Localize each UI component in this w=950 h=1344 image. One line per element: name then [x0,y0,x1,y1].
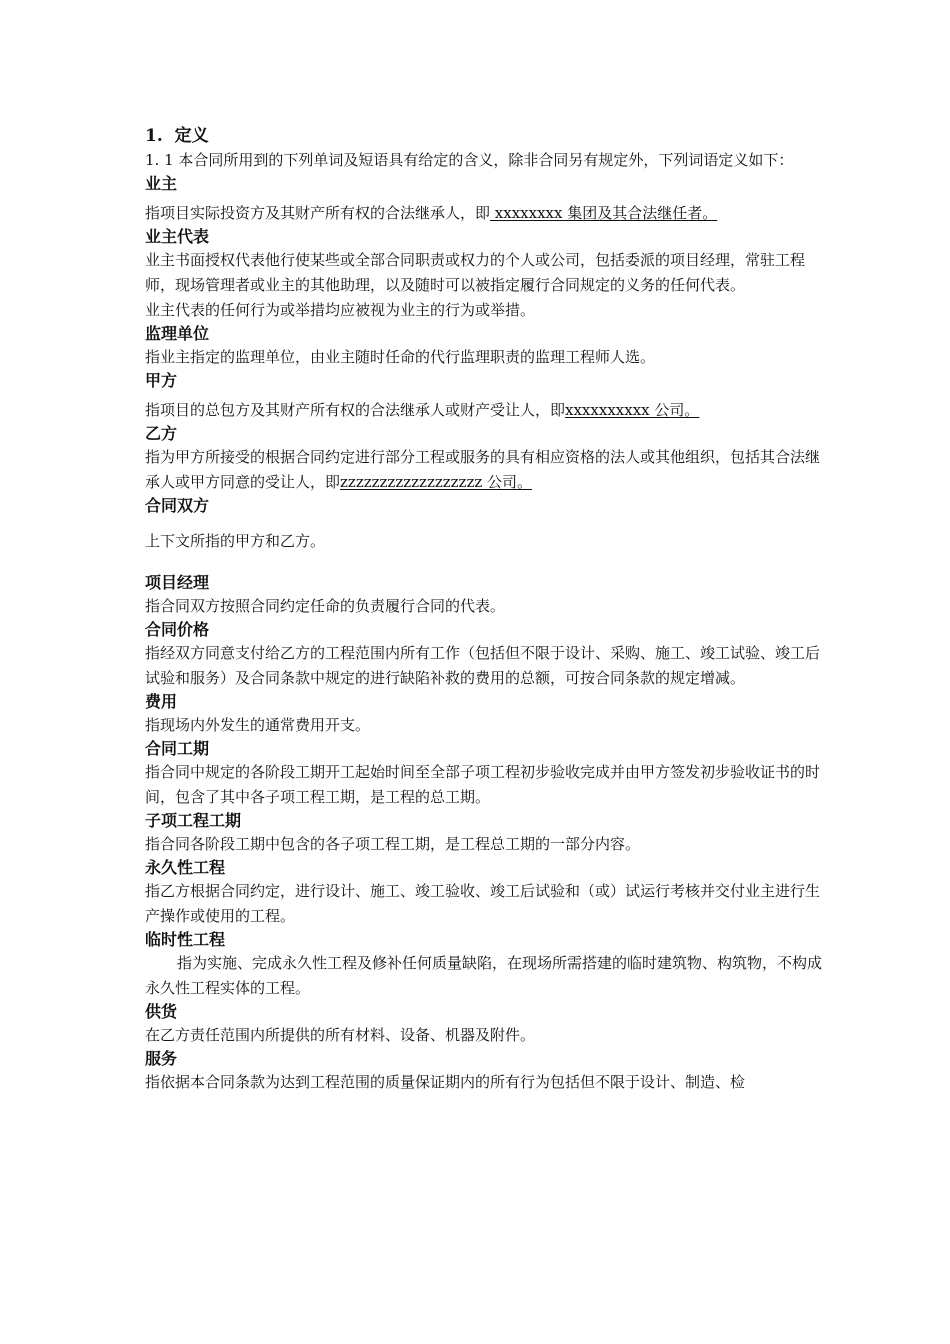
term-title-both-parties: 合同双方 [145,496,210,515]
term-title-temporary-works: 临时性工程 [145,930,226,949]
term-title-owner-rep: 业主代表 [145,227,210,246]
party-a-entity: xxxxxxxxxx 公司。 [565,401,700,419]
term-text-contract-period: 指合同中规定的各阶段工期开工起始时间至全部子项工程初步验收完成并由甲方签发初步验收证书的时间，包含了其中各子项工程工期，是工程的总工期。 [145,763,821,806]
term-title-contract-period: 合同工期 [145,739,210,758]
term-text-permanent-works: 指乙方根据合同约定，进行设计、施工、竣工验收、竣工后试验和（或）试运行考核并交付业主进行生产操作或使用的工程。 [145,882,821,925]
section-title: 定义 [174,126,209,146]
term-title-party-b: 乙方 [145,424,178,443]
term-text-temporary-works: 指为实施、完成永久性工程及修补任何质量缺陷，在现场所需搭建的临时建筑物、构筑物，不构成永久性工程实体的工程。 [145,954,823,997]
term-title-services: 服务 [145,1049,178,1068]
party-b-entity: zzzzzzzzzzzzzzzzzz 公司。 [340,473,533,491]
term-text-expenses: 指现场内外发生的通常费用开支。 [145,716,371,734]
term-text-supervisor: 指业主指定的监理单位，由业主随时任命的代行监理职责的监理工程师人选。 [145,348,656,366]
term-title-supervisor: 监理单位 [145,324,210,343]
term-text-services: 指依据本合同条款为达到工程范围的质量保证期内的所有行为包括但不限于设计、制造、检 [145,1073,746,1091]
document-body [145,124,825,1095]
term-title-project-manager: 项目经理 [145,573,210,592]
term-title-permanent-works: 永久性工程 [145,858,226,877]
term-text-owner: 指项目实际投资方及其财产所有权的合法继承人，即 xxxxxxxx 集团及其合法继任者。 [145,204,718,222]
term-text-supply: 在乙方责任范围内所提供的所有材料、设备、机器及附件。 [145,1026,536,1044]
owner-entity: xxxxxxxx 集团及其合法继任者。 [490,204,718,222]
term-title-contract-price: 合同价格 [145,620,210,639]
term-title-sub-period: 子项工程工期 [145,811,242,830]
term-text-project-manager: 指合同双方按照合同约定任命的负责履行合同的代表。 [145,597,506,615]
term-text-contract-price: 指经双方同意支付给乙方的工程范围内所有工作（包括但不限于设计、采购、施工、竣工试验、竣工后试验和服务）及合同条款中规定的进行缺陷补救的费用的总额，可按合同条款的规定增减。 [145,644,821,687]
term-text-both-parties: 上下文所指的甲方和乙方。 [145,532,326,550]
section-intro: 1. 1 本合同所用到的下列单词及短语具有给定的含义，除非合同另有规定外，下列词语定义如下： [145,151,794,169]
term-text-sub-period: 指合同各阶段工期中包含的各子项工程工期，是工程总工期的一部分内容。 [145,835,641,853]
term-text-party-b: 指为甲方所接受的根据合同约定进行部分工程或服务的具有相应资格的法人或其他组织，包括其合法继承人或甲方同意的受让人，即zzzzzzzzzzzzzzzzzz 公司。 [145,448,821,491]
term-title-owner: 业主 [145,174,178,193]
term-text-party-a: 指项目的总包方及其财产所有权的合法继承人或财产受让人，即xxxxxxxxxx 公司。 [145,401,700,419]
term-title-supply: 供货 [145,1002,178,1021]
term-text-owner-rep: 业主书面授权代表他行使某些或全部合同职责或权力的个人或公司，包括委派的项目经理，常驻工程师，现场管理者或业主的其他助理，以及随时可以被指定履行合同规定的义务的任何代表。 [145,251,806,294]
term-text-owner-rep-2: 业主代表的任何行为或举措均应被视为业主的行为或举措。 [145,301,536,319]
term-title-expenses: 费用 [145,692,178,711]
section-number: 1. [145,126,163,146]
term-title-party-a: 甲方 [145,371,178,390]
section-heading [145,124,825,148]
